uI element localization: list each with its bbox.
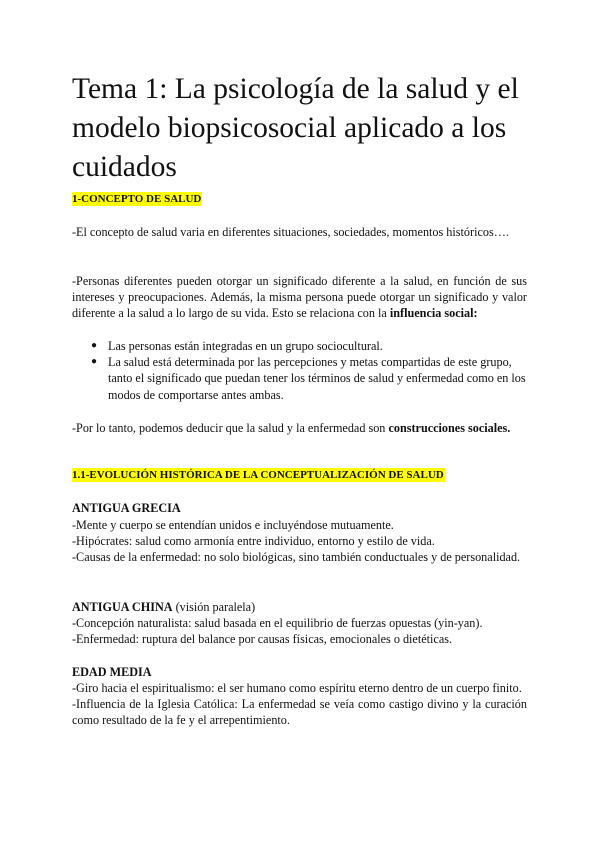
subheading-grecia: ANTIGUA GRECIA: [72, 501, 181, 515]
paragraph-concepto: -El concepto de salud varia en diferentes situaciones, sociedades, momentos históricos….: [72, 225, 509, 239]
list-item: [72, 338, 527, 354]
influencia-social-list: [72, 338, 527, 403]
china-line: -Concepción naturalista: salud basada en el equilibrio de fuerzas opuestas (yin-yan).: [72, 616, 483, 630]
edad-media-line: -Influencia de la Iglesia Católica: La enfermedad se veía como castigo divino y la curación como resultado de la fe y el arrepentimiento.: [72, 697, 527, 728]
section-heading-evolucion: [72, 468, 445, 483]
construcciones-sociales-bold: construcciones sociales.: [388, 421, 511, 435]
china-heading-note: (visión paralela): [172, 600, 256, 614]
highlighted-heading: 1-CONCEPTO DE SALUD: [72, 193, 202, 205]
bullet-icon: ●: [91, 340, 98, 351]
edad-media-line: -Giro hacia el espiritualismo: el ser humano como espíritu eterno dentro de un cuerpo finito.: [72, 681, 522, 695]
edad-media-block: [72, 680, 527, 729]
paragraph-conclusion-text: -Por lo tanto, podemos deducir que la salud y la enfermedad son: [72, 421, 389, 435]
list-item-text: La salud está determinada por las percepciones y metas compartidas de este grupo, tanto el significado que puedan tener los términos de salud y enfermedad como en los modos de comportarse antes ambas.: [108, 355, 526, 402]
grecia-line: -Mente y cuerpo se entendían unidos e incluyéndose mutuamente.: [72, 518, 394, 532]
grecia-block: [72, 517, 527, 566]
china-line: -Enfermedad: ruptura del balance por causas físicas, emocionales o dietéticas.: [72, 632, 453, 647]
grecia-line: -Causas de la enfermedad: no solo biológicas, sino también conductuales y de personalidad.: [72, 550, 521, 565]
paragraph-conclusion: [72, 420, 527, 436]
bullet-icon: ●: [91, 356, 98, 368]
subheading-edad-media: EDAD MEDIA: [72, 665, 152, 679]
china-heading-bold: ANTIGUA CHINA: [72, 600, 173, 614]
paragraph-personas-text: -Personas diferentes pueden otorgar un significado diferente a la salud, en función de sus intereses y preocupaciones. Además, la misma persona puede otorgar un significado y valor diferente a la salud a lo largo de su vida. Esto se relaciona con la: [72, 274, 527, 321]
list-item-text: Las personas están integradas en un grupo sociocultural.: [108, 339, 383, 353]
influencia-social-bold: influencia social:: [389, 306, 478, 321]
paragraph-personas: [72, 273, 527, 322]
subheading-china: [72, 599, 255, 615]
list-item: [72, 354, 527, 403]
grecia-line: -Hipócrates: salud como armonía entre individuo, entorno y estilo de vida.: [72, 534, 435, 549]
section-heading-concepto: [72, 192, 202, 207]
highlighted-heading: 1.1-EVOLUCIÓN HISTÓRICA DE LA CONCEPTUALIZACIÓN DE SALUD: [72, 469, 444, 481]
page-title: Tema 1: La psicología de la salud y el modelo biopsicosocial aplicado a los cuidados: [72, 73, 519, 183]
china-block: [72, 615, 527, 647]
